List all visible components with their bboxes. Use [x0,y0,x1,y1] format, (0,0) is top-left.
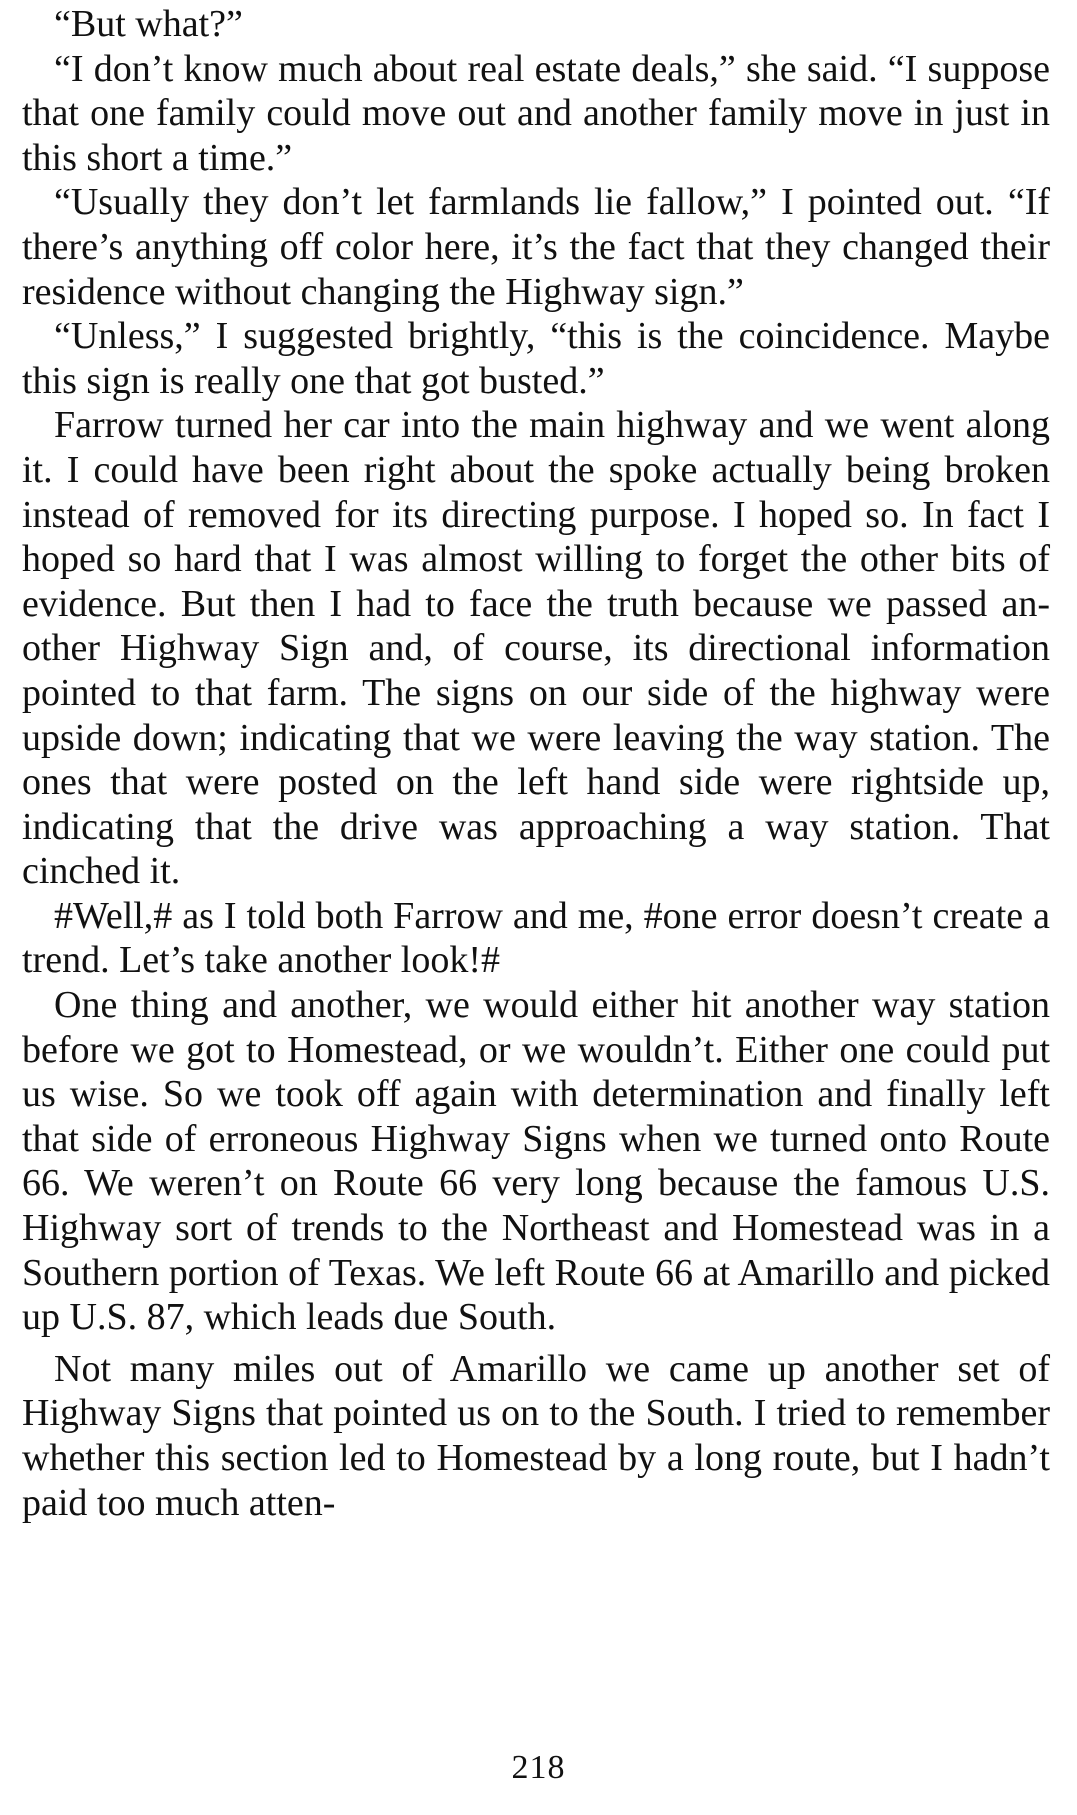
paragraph-route-66: One thing and another, we would either hit another way station before we got to Homestead, or we wouldn’t. Either one could put us wise. So we took off again with determination and finally left that side of erroneous Highway Signs when we turned onto Route 66. We weren’t on Route 66 very long because the famous U.S. Highway sort of trends to the Northeast and Homestead was in a Southern portion of Texas. We left Route 66 at Amarillo and picked up U.S. 87, which leads due South. [22,984,1050,1339]
body-text [22,2,1050,1525]
paragraph-main-highway: Farrow turned her car into the main highway and we went along it. I could have been right about the spoke actually being broken instead of removed for its directing purpose. I hoped so. In fact I hoped so hard that I was almost willing to forget the other bits of evidence. But then I had to face the truth because we passed another Highway Sign and, of course, its directional information pointed to that farm. The signs on our side of the highway were upside down; indicating that we were leaving the way station. The ones that were posted on the left hand side were rightside up, indicating that the drive was approaching a way station. That cinched it. [22,404,1050,893]
paragraph-farmlands: “Usually they don’t let farmlands lie fallow,” I pointed out. “If there’s anything off color here, it’s the fact that they changed their residence without changing the Highway sign.” [22,181,1050,313]
paragraph-unless: “Unless,” I suggested brightly, “this is the coincidence. Maybe this sign is really one that got busted.” [22,315,1050,402]
paragraph-but-what: “But what?” [54,3,243,45]
page-number: 218 [511,1749,566,1786]
paragraph-amarillo: Not many miles out of Amarillo we came up another set of Highway Signs that pointed us on to the South. I tried to remember whether this section led to Homestead by a long route, but I hadn’t paid too much atten- [22,1347,1050,1524]
paragraph-real-estate: “I don’t know much about real estate deals,” she said. “I suppose that one family could move out and another family move in just in this short a time.” [22,47,1050,179]
paragraph-one-error: #Well,# as I told both Farrow and me, #one error doesn’t create a trend. Let’s take another look!# [22,894,1050,982]
